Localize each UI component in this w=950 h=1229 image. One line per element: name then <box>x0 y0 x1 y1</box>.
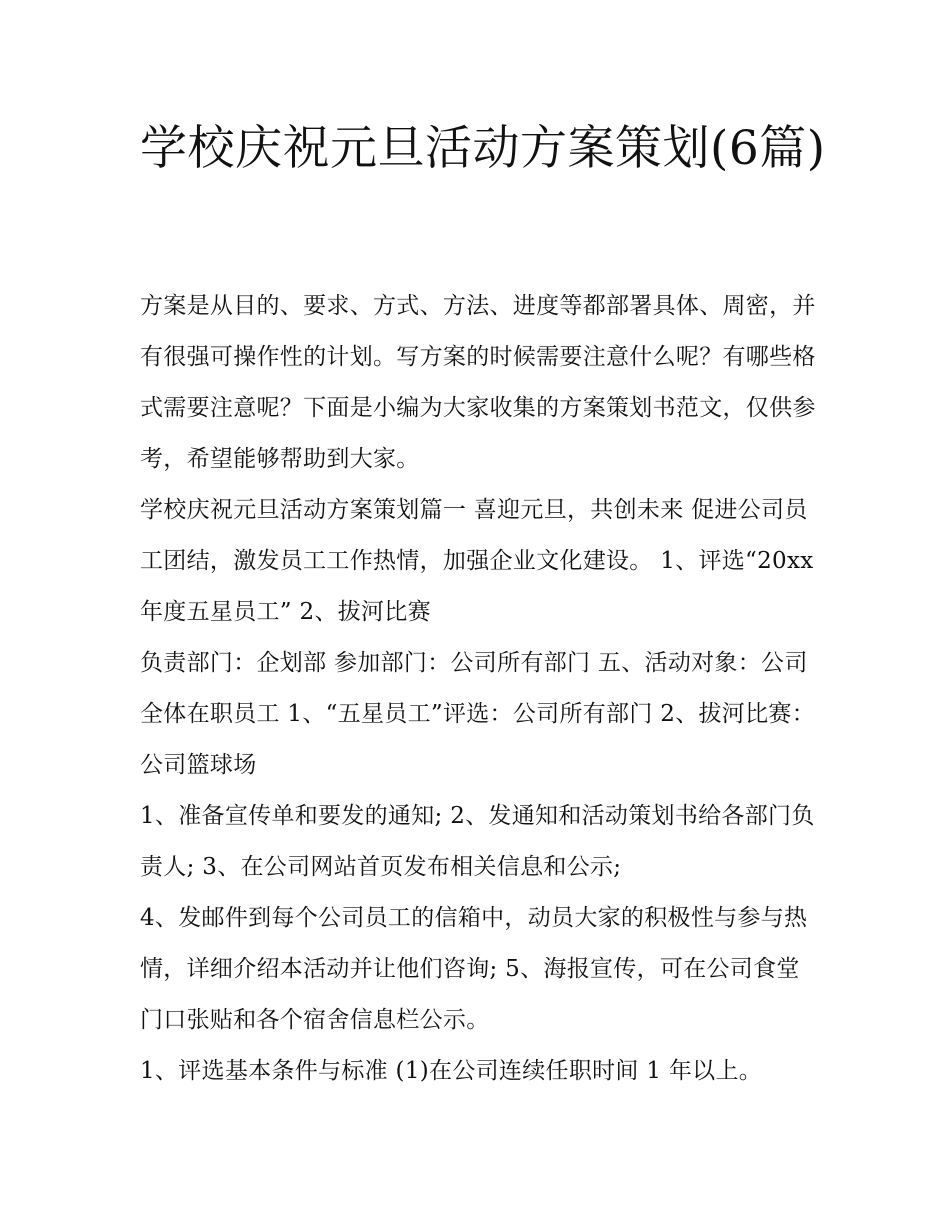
paragraph-criteria: 1、评选基本条件与标准 (1)在公司连续任职时间 1 年以上。 <box>140 1058 763 1084</box>
document-body <box>140 281 820 1097</box>
paragraph-promotion: 4、发邮件到每个公司员工的信箱中，动员大家的积极性与参与热情，详细介绍本活动并让他们咨询; 5、海报宣传，可在公司食堂门口张贴和各个宿舍信息栏公示。 <box>140 905 808 1033</box>
document-title: 学校庆祝元旦活动方案策划(6篇) <box>140 121 826 176</box>
paragraph-departments: 负责部门：企划部 参加部门：公司所有部门 五、活动对象：公司全体在职员工 1、“五星员工”评选：公司所有部门 2、拔河比赛：公司篮球场 <box>140 650 816 778</box>
paragraph-intro: 方案是从目的、要求、方式、方法、进度等都部署具体、周密，并有很强可操作性的计划。写方案的时候需要注意什么呢？有哪些格式需要注意呢？下面是小编为大家收集的方案策划书范文，仅供参考，希望能够帮助到大家。 <box>140 293 816 472</box>
paragraph-theme: 学校庆祝元旦活动方案策划篇一 喜迎元旦，共创未来 促进公司员工团结，激发员工工作热情，加强企业文化建设。 1、评选“20xx 年度五星员工” 2、拔河比赛 <box>140 497 814 625</box>
paragraph-preparation: 1、准备宣传单和要发的通知; 2、发通知和活动策划书给各部门负责人; 3、在公司网站首页发布相关信息和公示; <box>140 803 815 880</box>
